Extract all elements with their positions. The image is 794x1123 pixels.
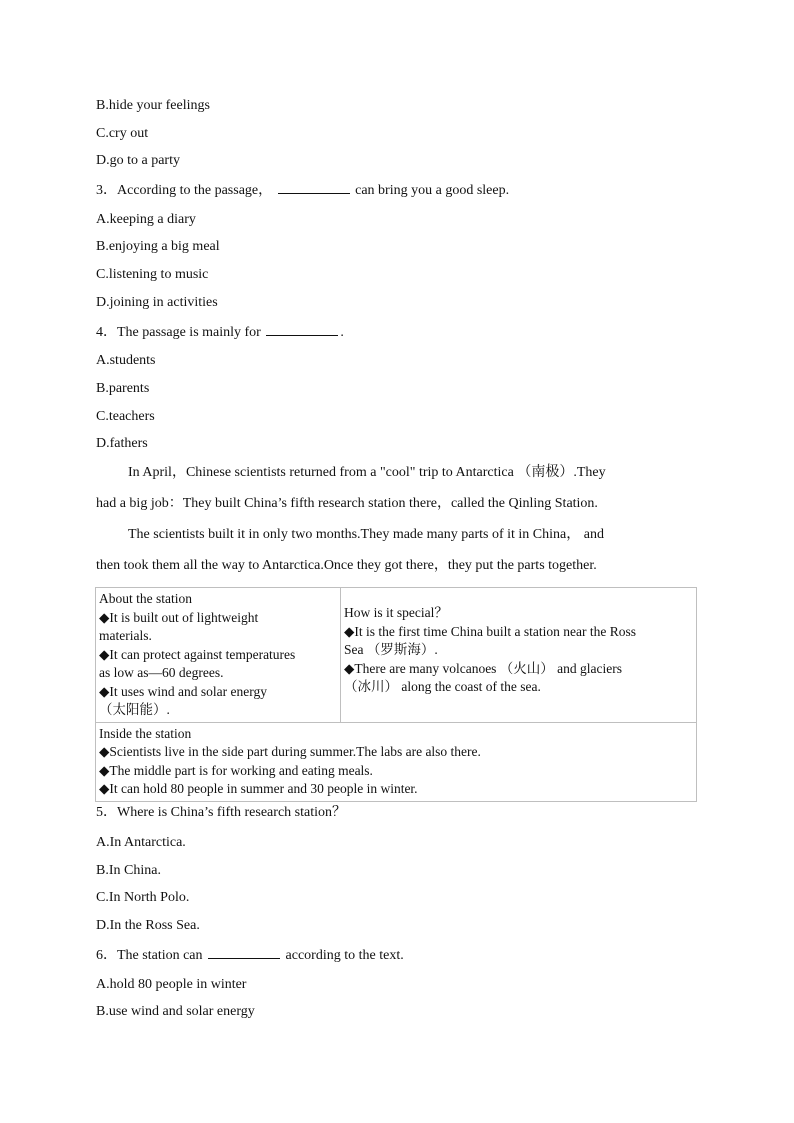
special-item: （冰川） along the coast of the sea. bbox=[344, 679, 541, 694]
special-item: ◆It is the first time China built a station near the Ross bbox=[344, 623, 636, 639]
q6-suffix: according to the text. bbox=[285, 948, 404, 963]
about-item: ◆It can protect against temperatures bbox=[99, 646, 296, 662]
q4-suffix: . bbox=[340, 325, 344, 340]
special-heading: How is it special？ bbox=[344, 605, 448, 620]
q6-prefix: 6．The station can bbox=[96, 948, 203, 963]
q5-question: 5．Where is China’s fifth research station？ bbox=[96, 805, 346, 820]
q4-prefix: 4．The passage is mainly for bbox=[96, 325, 261, 340]
q2-option-c: C.cry out bbox=[96, 126, 149, 141]
station-info-table bbox=[95, 587, 697, 802]
about-station-cell bbox=[96, 588, 341, 723]
passage-p2-line1: The scientists built it in only two months.They made many parts of it in China， and bbox=[128, 527, 604, 542]
q6-option-a: A.hold 80 people in winter bbox=[96, 977, 247, 992]
q4-question bbox=[96, 323, 344, 342]
q5-option-a: A.In Antarctica. bbox=[96, 835, 186, 850]
q5-option-d: D.In the Ross Sea. bbox=[96, 918, 200, 933]
q3-option-b: B.enjoying a big meal bbox=[96, 239, 220, 254]
q3-question bbox=[96, 181, 509, 200]
q3-blank bbox=[278, 181, 350, 194]
q6-question bbox=[96, 946, 404, 965]
passage-p2-line2: then took them all the way to Antarctica.Once they got there，they put the parts together. bbox=[96, 558, 597, 573]
special-cell bbox=[341, 588, 697, 723]
about-item: ◆It is built out of lightweight bbox=[99, 609, 259, 625]
q3-option-a: A.keeping a diary bbox=[96, 212, 196, 227]
q4-option-c: C.teachers bbox=[96, 409, 155, 424]
q3-option-d: D.joining in activities bbox=[96, 295, 218, 310]
inside-item: ◆Scientists live in the side part during summer.The labs are also there. bbox=[99, 744, 481, 759]
q3-option-c: C.listening to music bbox=[96, 267, 209, 282]
q6-blank bbox=[208, 946, 280, 959]
passage-p1-line2: had a big job：They built China’s fifth research station there，called the Qinling Station. bbox=[96, 496, 598, 511]
q2-option-d: D.go to a party bbox=[96, 153, 180, 168]
about-item: materials. bbox=[99, 628, 152, 643]
about-item: （太阳能）. bbox=[99, 702, 170, 717]
q5-option-b: B.In China. bbox=[96, 863, 161, 878]
inside-heading: Inside the station bbox=[99, 725, 192, 741]
inside-station-cell bbox=[96, 722, 697, 801]
q5-option-c: C.In North Polo. bbox=[96, 890, 190, 905]
about-item: ◆It uses wind and solar energy bbox=[99, 683, 267, 699]
passage-p1-line1: In April，Chinese scientists returned from a "cool" trip to Antarctica （南极）.They bbox=[128, 465, 606, 480]
q4-blank bbox=[266, 323, 338, 336]
q3-prefix: 3．According to the passage， bbox=[96, 183, 273, 198]
q2-option-b: B.hide your feelings bbox=[96, 98, 210, 113]
about-item: as low as—60 degrees. bbox=[99, 665, 224, 680]
special-item: Sea （罗斯海）. bbox=[344, 642, 438, 657]
inside-item: ◆The middle part is for working and eating meals. bbox=[99, 762, 373, 778]
q6-option-b: B.use wind and solar energy bbox=[96, 1004, 255, 1019]
q4-option-d: D.fathers bbox=[96, 436, 148, 451]
inside-item: ◆It can hold 80 people in summer and 30 people in winter. bbox=[99, 781, 418, 796]
q4-option-a: A.students bbox=[96, 353, 156, 368]
about-heading: About the station bbox=[99, 591, 192, 606]
q3-suffix: can bring you a good sleep. bbox=[355, 183, 510, 198]
special-item: ◆There are many volcanoes （火山） and glaciers bbox=[344, 660, 623, 676]
q4-option-b: B.parents bbox=[96, 381, 150, 396]
